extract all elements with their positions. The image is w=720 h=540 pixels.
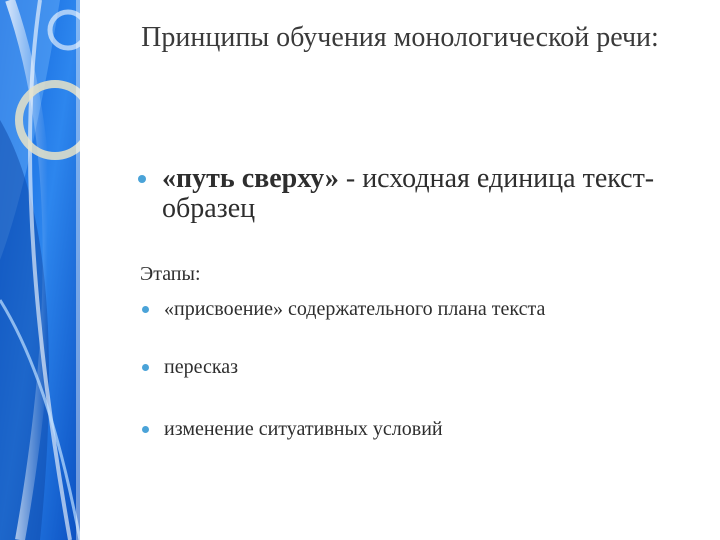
stages-label: Этапы: <box>140 263 201 285</box>
main-bullet-text <box>162 164 702 224</box>
bullet-dot-icon <box>138 175 146 183</box>
stage-item-text: изменение ситуативных условий <box>164 418 443 440</box>
main-bullet-rest: - исходная единица текст-образец <box>162 163 655 224</box>
bullet-dot-icon <box>142 306 149 313</box>
main-bullet-bold: «путь сверху» <box>162 163 339 194</box>
stage-item-text: пересказ <box>164 356 239 378</box>
slide-title: Принципы обучения монологической речи: <box>141 22 659 53</box>
decorative-side-art <box>0 0 80 540</box>
stage-item-text: «присвоение» содержательного плана текста <box>164 298 546 320</box>
bullet-dot-icon <box>142 426 149 433</box>
bullet-dot-icon <box>142 364 149 371</box>
